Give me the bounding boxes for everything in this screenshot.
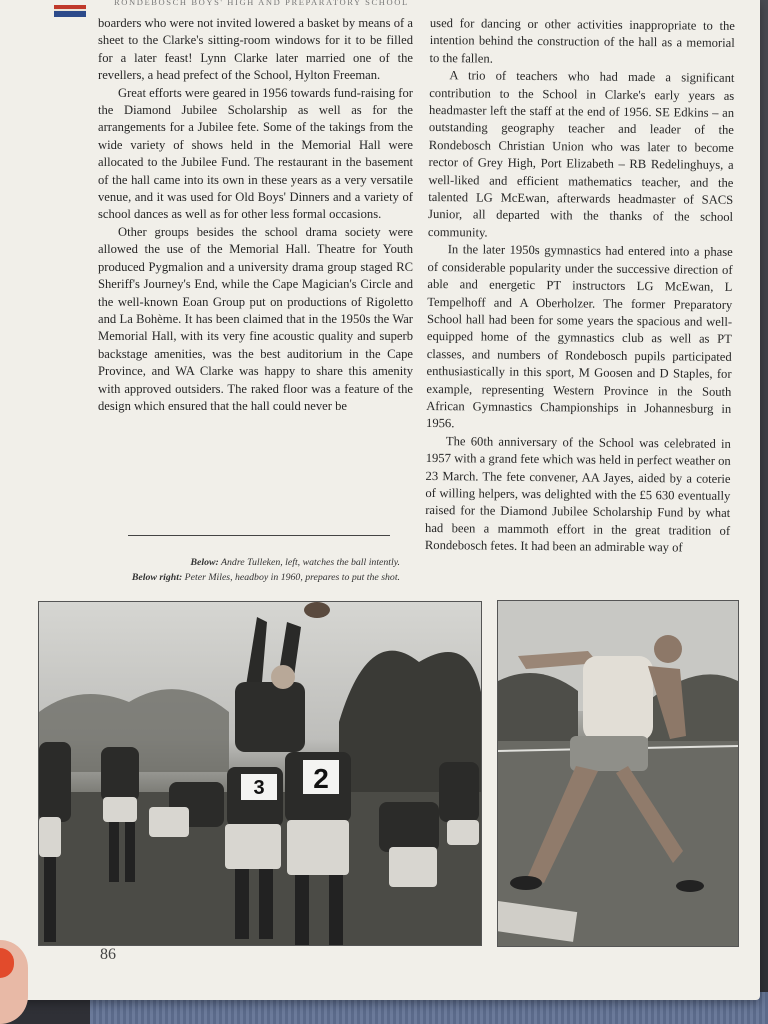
caption-label: Below: (190, 557, 219, 568)
flag-icon (54, 5, 86, 17)
page-number: 86 (100, 946, 116, 963)
paragraph: A trio of teachers who had made a significant contribution to the School in Clarke's early years as headmaster left the staff at the end of 1956. SE Edkins – an outstanding geography teacher and leader of the Rondebosch Christian Union who was later to become rector of Grey High, Port Elizabeth – RB Redelinghuys, a well-liked and efficient mathematics teacher, and the talented LG McEwan, afterwards headmaster of SACS Junior, all departed with the thanks of the school community. (427, 68, 735, 240)
caption-text: Andre Tulleken, left, watches the ball intently. (218, 557, 400, 568)
caption-text: Peter Miles, headboy in 1960, prepares to put the shot. (182, 572, 400, 583)
paragraph: Other groups besides the school drama society were allowed the use of the Memorial Hall. Theatre for Youth produced Pygmalion and a university drama group staged RC Sheriff's Journey's End, while the Cape Magician's Circle and the well-known Eoan Group put on productions of Rigoletto and La Bohème. It has been claimed that in the 1950s the War Memorial Hall, with its very fine acoustic quality and superb backstage amenities, was the best auditorium in the Cape Province, and WA Clarke was happy to share this amenity with approved outsiders. The raked floor was a feature of the design which ensured that the hall could never be (98, 224, 413, 413)
left-column (98, 15, 413, 415)
paragraph: Great efforts were geared in 1956 towards fund-raising for the Diamond Jubilee Scholarship as well as for the arrangements for a Jubilee fete. Some of the takings from the wide variety of shows held in the Memorial Hall were allocated to the Jubilee Fund. The restaurant in the basement of the hall came into its own in these years as a very versatile venue, and it was used for Old Boys' Dinners and a variety of school dances as well as for other less formal occasions. (98, 85, 413, 222)
paragraph: In the later 1950s gymnastics had entered into a phase of considerable popularity under the successive direction of able and energetic PT instructors LG McEwan, L Tempelhoff and A Oberholzer. The former Preparatory School hall had been for some years the spacious and well-equipped home of the gymnastics club as well as PT classes, and numbers of Rondebosch pupils participated enthusiastically in this sport, M Goosen and D Staples, for example, representing Western Province in the South African Gymnastics Championships in Johannesburg in 1956. (426, 242, 733, 431)
caption-line-2 (60, 570, 400, 585)
paragraph: The 60th anniversary of the School was celebrated in 1957 with a grand fete which was held in perfect weather on 23 March. The fete convener, AA Jayes, aided by a coterie of willing helpers, was delighted with the £5 630 eventually raised for the Diamond Jubilee Scholarship Fund by what had been a mammoth effort in the great tradition of Rondebosch fetes. It had been an admirable way of (424, 433, 731, 555)
caption-line-1 (60, 555, 400, 570)
jersey-number: 2 (313, 763, 329, 794)
shot-put-photo (497, 600, 739, 947)
right-column (425, 15, 735, 557)
rugby-lineout-photo (38, 601, 482, 946)
shot-put-illustration (498, 601, 738, 946)
rugby-photo-illustration (39, 602, 481, 945)
jersey-number: 3 (253, 777, 265, 799)
running-head: RONDEBOSCH BOYS' HIGH AND PREPARATORY SCHOOL (114, 0, 409, 7)
caption-label: Below right: (131, 572, 183, 583)
photo-caption (60, 555, 400, 585)
paragraph: boarders who were not invited lowered a basket by means of a sheet to the Clarke's sitting-room windows for it to be filled for a later feast! Lynn Clarke later married one of the revellers, a head prefect of the School, Hylton Freeman. (98, 16, 413, 83)
paragraph: used for dancing or other activities inappropriate to the intention behind the construction of the hall as a memorial to the fallen. (429, 15, 735, 66)
caption-divider (128, 535, 390, 536)
